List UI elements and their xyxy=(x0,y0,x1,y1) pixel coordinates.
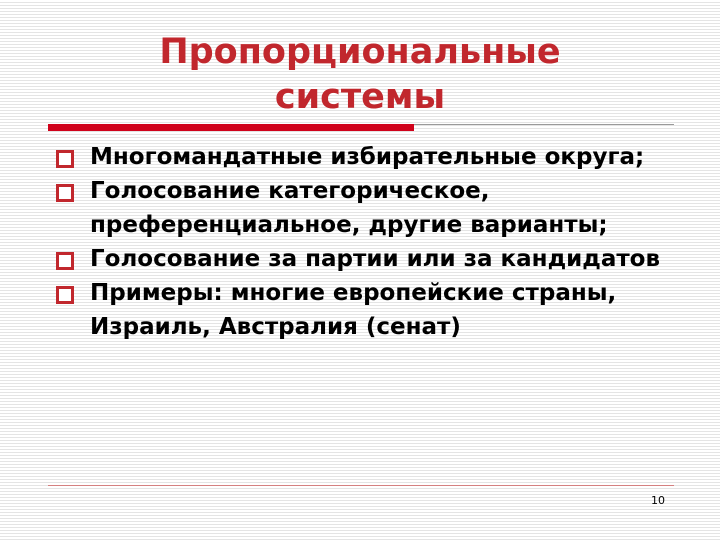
slide-title-line-2: системы xyxy=(274,77,446,117)
slide-title xyxy=(60,30,660,120)
bullet-text: Примеры: многие европейские страны, Израиль, Австралия (сенат) xyxy=(90,280,617,340)
footer-divider-line xyxy=(48,485,674,486)
title-accent-bar xyxy=(48,124,414,131)
bullet-item xyxy=(54,174,694,242)
hollow-square-bullet-icon xyxy=(56,150,74,168)
bullet-item xyxy=(54,140,694,174)
bullet-text: Многомандатные избирательные округа; xyxy=(90,144,645,170)
hollow-square-bullet-icon xyxy=(56,252,74,270)
bullet-text: Голосование за партии или за кандидатов xyxy=(90,246,661,272)
bullet-item xyxy=(54,276,694,344)
hollow-square-bullet-icon xyxy=(56,184,74,202)
hollow-square-bullet-icon xyxy=(56,286,74,304)
bullet-text: Голосование категорическое, преференциальное, другие варианты; xyxy=(90,178,608,238)
page-number: 10 xyxy=(651,494,665,507)
slide-title-line-1: Пропорциональные xyxy=(159,32,561,72)
bullet-list xyxy=(54,140,694,344)
bullet-item xyxy=(54,242,694,276)
